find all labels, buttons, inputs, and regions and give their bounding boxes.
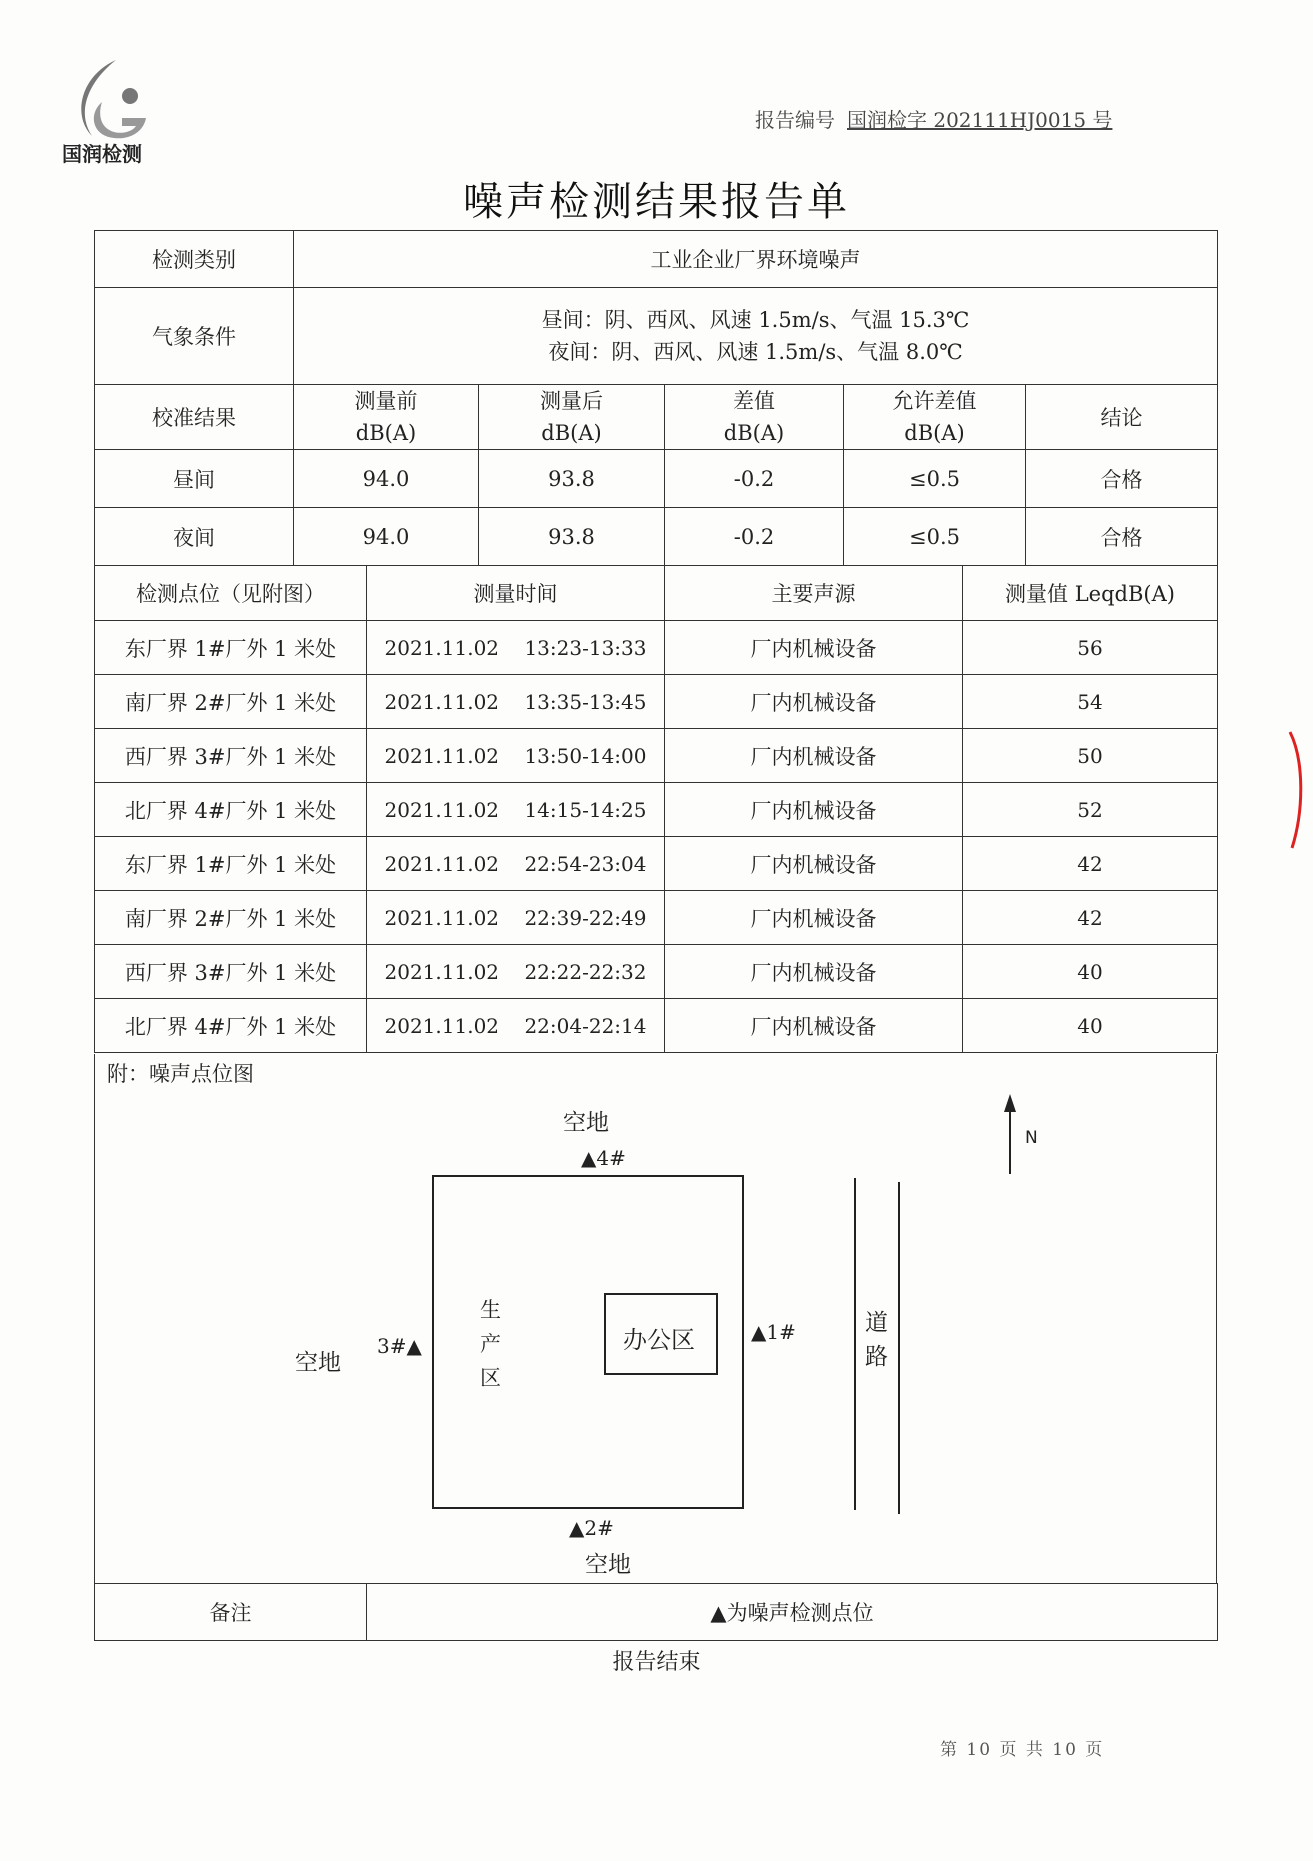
cal-period: 夜间 xyxy=(95,508,294,566)
point-1: ▲1# xyxy=(751,1320,796,1344)
category-label: 检测类别 xyxy=(95,231,294,288)
results-header-time: 测量时间 xyxy=(367,566,665,621)
production-label-2: 产 xyxy=(480,1332,501,1356)
results-header-source: 主要声源 xyxy=(665,566,963,621)
result-source: 厂内机械设备 xyxy=(665,621,963,675)
result-time-range: 22:04-22:14 xyxy=(524,1013,647,1038)
empty-land-bottom: 空地 xyxy=(585,1552,631,1578)
result-value: 50 xyxy=(963,729,1218,783)
result-date: 2021.11.02 xyxy=(384,905,500,930)
cal-header-conclusion: 结论 xyxy=(1026,385,1218,450)
cal-header-line2: dB(A) xyxy=(541,421,602,445)
result-source: 厂内机械设备 xyxy=(665,837,963,891)
result-date: 2021.11.02 xyxy=(384,797,500,822)
table-row xyxy=(95,891,1218,945)
result-point: 北厂界 4#厂外 1 米处 xyxy=(95,999,367,1053)
cal-header-before xyxy=(294,385,479,450)
result-time xyxy=(367,675,665,729)
cal-diff: -0.2 xyxy=(665,450,844,508)
result-source: 厂内机械设备 xyxy=(665,891,963,945)
table-row xyxy=(95,783,1218,837)
road-label-2: 路 xyxy=(865,1344,888,1370)
cal-header-allowed xyxy=(844,385,1026,450)
table-row xyxy=(95,729,1218,783)
results-header-point: 检测点位（见附图） xyxy=(95,566,367,621)
result-source: 厂内机械设备 xyxy=(665,999,963,1053)
cal-header-diff xyxy=(665,385,844,450)
cal-diff: -0.2 xyxy=(665,508,844,566)
weather-row xyxy=(95,288,1218,385)
cal-allowed: ≤0.5 xyxy=(844,508,1026,566)
result-point: 南厂界 2#厂外 1 米处 xyxy=(95,675,367,729)
result-point: 北厂界 4#厂外 1 米处 xyxy=(95,783,367,837)
report-end: 报告结束 xyxy=(612,1650,701,1675)
result-value: 54 xyxy=(963,675,1218,729)
north-arrow-head xyxy=(1004,1094,1016,1112)
cal-header-line1: 测量后 xyxy=(540,389,603,413)
red-seal-edge xyxy=(1286,730,1306,850)
result-time-range: 14:15-14:25 xyxy=(524,797,647,822)
cal-after: 93.8 xyxy=(479,450,665,508)
cal-conclusion: 合格 xyxy=(1026,508,1218,566)
result-value: 40 xyxy=(963,999,1218,1053)
cal-period: 昼间 xyxy=(95,450,294,508)
result-time xyxy=(367,945,665,999)
report-number-label: 报告编号 xyxy=(755,108,835,132)
result-source: 厂内机械设备 xyxy=(665,729,963,783)
cal-before: 94.0 xyxy=(294,450,479,508)
cal-allowed: ≤0.5 xyxy=(844,450,1026,508)
office-label: 办公区 xyxy=(623,1326,695,1354)
result-value: 42 xyxy=(963,837,1218,891)
page-title: 噪声检测结果报告单 xyxy=(463,179,850,225)
empty-land-top: 空地 xyxy=(563,1110,609,1136)
cal-header-line1: 测量前 xyxy=(354,389,418,413)
category-value: 工业企业厂界环境噪声 xyxy=(294,231,1218,288)
report-number-value: 国润检字 202111HJ0015 号 xyxy=(847,108,1113,132)
result-date: 2021.11.02 xyxy=(384,635,500,660)
result-value: 56 xyxy=(963,621,1218,675)
weather-day: 昼间：阴、西风、风速 1.5m/s、气温 15.3℃ xyxy=(541,308,970,332)
road-label-1: 道 xyxy=(865,1310,888,1336)
attachment-title: 附：噪声点位图 xyxy=(107,1062,254,1086)
result-date: 2021.11.02 xyxy=(384,689,500,714)
result-time-range: 22:39-22:49 xyxy=(524,905,647,930)
result-point: 西厂界 3#厂外 1 米处 xyxy=(95,945,367,999)
cal-header-line1: 差值 xyxy=(733,389,775,413)
north-label: N xyxy=(1025,1128,1038,1148)
table-row xyxy=(95,945,1218,999)
calibration-row xyxy=(95,450,1218,508)
result-date: 2021.11.02 xyxy=(384,743,500,768)
result-point: 南厂界 2#厂外 1 米处 xyxy=(95,891,367,945)
remarks-table xyxy=(94,1583,1218,1641)
result-time-range: 13:23-13:33 xyxy=(524,635,647,660)
production-label-1: 生 xyxy=(480,1298,501,1322)
category-row xyxy=(95,231,1218,288)
result-time xyxy=(367,783,665,837)
diagram-lines xyxy=(95,1054,1215,1583)
page-number: 第 10 页 共 10 页 xyxy=(940,1740,1105,1760)
result-value: 42 xyxy=(963,891,1218,945)
result-time-range: 13:35-13:45 xyxy=(524,689,647,714)
weather-label: 气象条件 xyxy=(95,288,294,385)
cal-header-line2: dB(A) xyxy=(723,421,785,445)
result-source: 厂内机械设备 xyxy=(665,675,963,729)
weather-night: 夜间：阴、西风、风速 1.5m/s、气温 8.0℃ xyxy=(548,340,963,364)
result-time xyxy=(367,999,665,1053)
results-header-value: 测量值 LeqdB(A) xyxy=(963,566,1218,621)
result-date: 2021.11.02 xyxy=(384,851,500,876)
remarks-value: ▲为噪声检测点位 xyxy=(367,1584,1218,1641)
production-label-3: 区 xyxy=(480,1366,501,1390)
cal-after: 93.8 xyxy=(479,508,665,566)
company-logo-text: 国润检测 xyxy=(62,142,142,166)
cal-header-line2: dB(A) xyxy=(904,421,965,445)
cal-conclusion: 合格 xyxy=(1026,450,1218,508)
cal-header-line1: 允许差值 xyxy=(892,389,977,413)
cal-header-line2: dB(A) xyxy=(355,421,417,445)
result-value: 40 xyxy=(963,945,1218,999)
result-source: 厂内机械设备 xyxy=(665,945,963,999)
point-4: ▲4# xyxy=(581,1146,626,1170)
point-2: ▲2# xyxy=(569,1516,614,1540)
result-time xyxy=(367,729,665,783)
report-number xyxy=(755,104,1112,133)
result-point: 西厂界 3#厂外 1 米处 xyxy=(95,729,367,783)
result-time xyxy=(367,621,665,675)
result-date: 2021.11.02 xyxy=(384,1013,500,1038)
remarks-label: 备注 xyxy=(95,1584,367,1641)
result-point: 东厂界 1#厂外 1 米处 xyxy=(95,837,367,891)
result-time xyxy=(367,837,665,891)
result-date: 2021.11.02 xyxy=(384,959,500,984)
calibration-header-row xyxy=(95,385,1218,450)
result-point: 东厂界 1#厂外 1 米处 xyxy=(95,621,367,675)
result-value: 52 xyxy=(963,783,1218,837)
empty-land-left: 空地 xyxy=(295,1350,341,1376)
result-time-range: 22:22-22:32 xyxy=(524,959,647,984)
cal-header-after xyxy=(479,385,665,450)
cal-before: 94.0 xyxy=(294,508,479,566)
results-table xyxy=(94,565,1218,1053)
result-time xyxy=(367,891,665,945)
calibration-label: 校准结果 xyxy=(95,385,294,450)
noise-point-diagram xyxy=(94,1054,1217,1583)
remarks-row xyxy=(95,1584,1218,1641)
table-row xyxy=(95,999,1218,1053)
result-time-range: 13:50-14:00 xyxy=(524,743,647,768)
table-row xyxy=(95,675,1218,729)
result-source: 厂内机械设备 xyxy=(665,783,963,837)
results-header-row xyxy=(95,566,1218,621)
weather-value xyxy=(294,288,1218,385)
table-row xyxy=(95,621,1218,675)
info-calibration-table xyxy=(94,230,1218,566)
calibration-row xyxy=(95,508,1218,566)
point-3: 3#▲ xyxy=(377,1334,422,1358)
table-row xyxy=(95,837,1218,891)
result-time-range: 22:54-23:04 xyxy=(524,851,647,876)
